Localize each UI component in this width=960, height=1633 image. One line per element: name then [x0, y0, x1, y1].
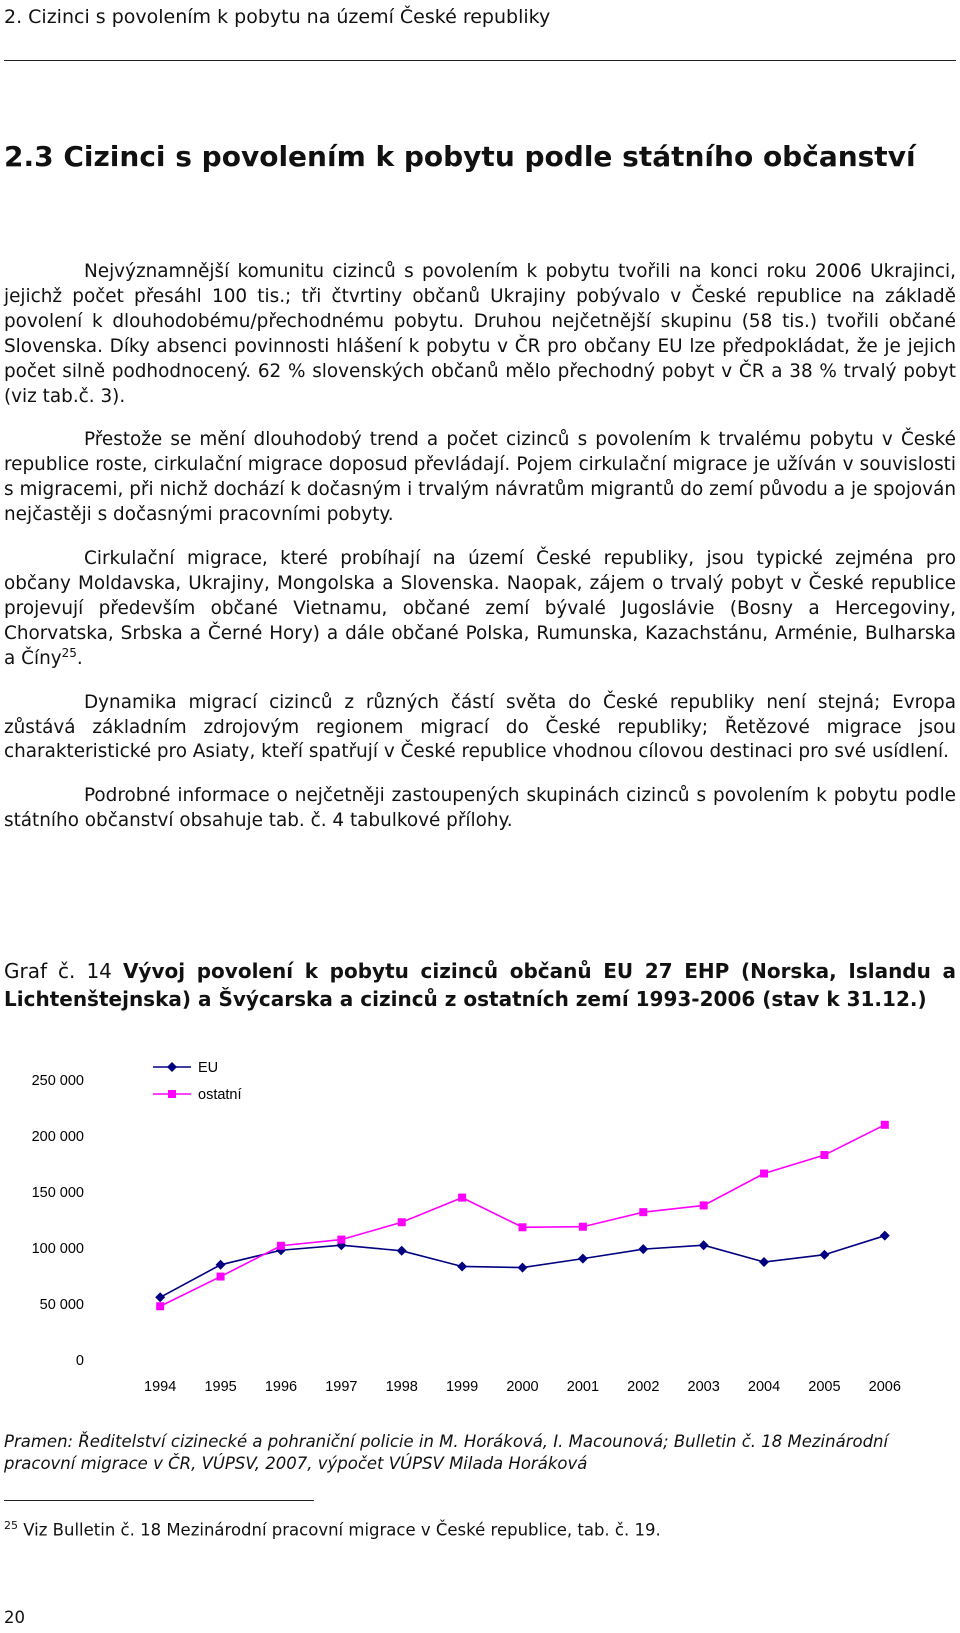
page-number: 20 [4, 1608, 25, 1627]
x-tick-label: 2003 [687, 1379, 720, 1395]
series-point-1 [217, 1273, 225, 1281]
footnote-text: Viz Bulletin č. 18 Mezinárodní pracovní migrace v České republice, tab. č. 19. [23, 1520, 661, 1540]
footnote-number: 25 [4, 1519, 18, 1532]
section-title: 2.3 Cizinci s povolením k pobytu podle státního občanství [4, 140, 916, 173]
series-point-1 [156, 1302, 164, 1310]
running-header: 2. Cizinci s povolením k pobytu na území České republiky [4, 6, 551, 28]
legend-marker-1 [168, 1090, 176, 1098]
figure-caption [4, 957, 956, 1013]
x-tick-label: 1997 [325, 1379, 358, 1395]
series-point-0 [638, 1244, 648, 1254]
paragraph-2: Přestože se mění dlouhodobý trend a počet cizinců s povolením k trvalému pobytu v České republice roste, cirkulační migrace doposud převládají. Pojem cirkulační migrace je užíván v souvislosti s migracemi, při nichž dochází k dočasným i trvalým návratům migrantů do zemí původu a je spojován nejčastěji s dočasnými pracovními pobyty. [4, 429, 956, 526]
y-tick-label: 200 000 [31, 1129, 84, 1145]
x-tick-label: 2006 [868, 1379, 901, 1395]
x-tick-label: 1994 [144, 1379, 177, 1395]
x-tick-label: 1996 [264, 1379, 298, 1395]
paragraph-5: Podrobné informace o nejčetněji zastoupených skupinách cizinců s povolením k pobytu podle státního občanství obsahuje tab. č. 4 tabulkové přílohy. [4, 785, 956, 832]
series-point-1 [820, 1151, 828, 1159]
footnote-rule [4, 1500, 314, 1501]
series-point-1 [458, 1194, 466, 1202]
series-point-0 [759, 1257, 769, 1267]
footnote-reference[interactable]: 25 [61, 645, 77, 660]
y-tick-label: 100 000 [31, 1241, 84, 1257]
x-tick-label: 2005 [808, 1379, 841, 1395]
series-point-0 [578, 1254, 588, 1264]
series-point-0 [518, 1263, 528, 1273]
paragraph-1: Nejvýznamnější komunitu cizinců s povolením k pobytu tvořili na konci roku 2006 Ukrajinci, jejichž počet přesáhl 100 tis.; tři čtvrtiny občanů Ukrajiny pobývalo v České republice na základě povolení k dlouhodobému/přechodnému pobytu. Druhou nejčetnější skupinu (58 tis.) tvořili občané Slovenska. Díky absenci povinnosti hlášení k pobytu v ČR pro občany EU lze předpokládat, že je jejich počet silně podhodnocený. 62 % slovenských občanů mělo přechodný pobyt v ČR a 38 % trvalý pobyt (viz tab.č. 3). [4, 261, 956, 407]
series-point-0 [155, 1292, 165, 1302]
x-tick-label: 1999 [445, 1379, 479, 1395]
source-note: Pramen: Ředitelství cizinecké a pohraniční policie in M. Horáková, I. Macounová; Bulletin č. 18 Mezinárodní pracovní migrace v ČR, VÚPSV, 2007, výpočet VÚPSV Milada Horáková [4, 1432, 889, 1473]
line-chart [0, 1055, 960, 1400]
series-point-0 [699, 1240, 709, 1250]
series-point-1 [579, 1223, 587, 1231]
series-point-1 [881, 1121, 889, 1129]
series-point-0 [880, 1231, 890, 1241]
series-point-1 [639, 1208, 647, 1216]
legend-label: EU [198, 1060, 219, 1076]
x-tick-label: 1995 [204, 1379, 237, 1395]
x-tick-label: 2001 [566, 1379, 600, 1395]
series-point-1 [700, 1201, 708, 1209]
series-point-0 [216, 1260, 226, 1270]
series-point-1 [760, 1170, 768, 1178]
series-point-0 [819, 1250, 829, 1260]
y-tick-label: 250 000 [31, 1073, 84, 1089]
series-point-1 [398, 1218, 406, 1226]
footnote [4, 1515, 956, 1542]
series-point-1 [337, 1236, 345, 1244]
header-rule [4, 60, 956, 61]
paragraph-3: Cirkulační migrace, které probíhají na území České republiky, jsou typické zejména pro občany Moldavska, Ukrajiny, Mongolska a Slovenska. Naopak, zájem o trvalý pobyt v České republice projevují především občané Vietnamu, občané zemí bývalé Jugoslávie (Bosny a Hercegoviny, Chorvatska, Srbska a Černé Hory) a dále občané Polska, Rumunska, Kazachstánu, Arménie, Bulharska a Číny$^{25}$. [4, 548, 956, 669]
legend-marker-0 [167, 1062, 177, 1072]
series-line-1 [160, 1125, 885, 1306]
y-tick-label: 150 000 [31, 1185, 84, 1201]
paragraph-3-text: Cirkulační migrace, které probíhají na území České republiky, jsou typické zejména pro občany Moldavska, Ukrajiny, Mongolska a Slovenska. Naopak, zájem o trvalý pobyt v České republice projevují především občané Vietnamu, občané zemí bývalé Jugoslávie (Bosny a Hercegoviny, Chorvatska, Srbska a Černé Hory) a dále občané Polska, Rumunska, Kazachstánu, Arménie, Bulharska a Číny [4, 548, 956, 669]
body-text [4, 260, 956, 853]
paragraph-4: Dynamika migrací cizinců z různých částí světa do České republiky není stejná; Evropa zůstává základním zdrojovým regionem migrací do České republiky; Řetězové migrace jsou charakteristické pro Asiaty, kteří spatřují v České republice vhodnou cílovou destinaci pro své usídlení. [4, 691, 956, 763]
series-point-1 [519, 1223, 527, 1231]
figure-label: Graf č. 14 [4, 959, 112, 983]
figure-title: Vývoj povolení k pobytu cizinců občanů EU 27 EHP (Norska, Islandu a Lichtenštejnska) a Švýcarska a cizinců z ostatních zemí 1993-2006 (stav k 31.12.) [4, 959, 956, 1011]
y-tick-label: 50 000 [39, 1297, 84, 1313]
x-tick-label: 2002 [627, 1379, 660, 1395]
series-point-1 [277, 1242, 285, 1250]
x-tick-label: 2004 [747, 1379, 781, 1395]
series-point-0 [397, 1246, 407, 1256]
y-tick-label: 0 [75, 1353, 84, 1369]
x-tick-label: 1998 [385, 1379, 418, 1395]
x-tick-label: 2000 [506, 1379, 539, 1395]
series-point-0 [457, 1261, 467, 1271]
legend-label: ostatní [198, 1087, 242, 1103]
